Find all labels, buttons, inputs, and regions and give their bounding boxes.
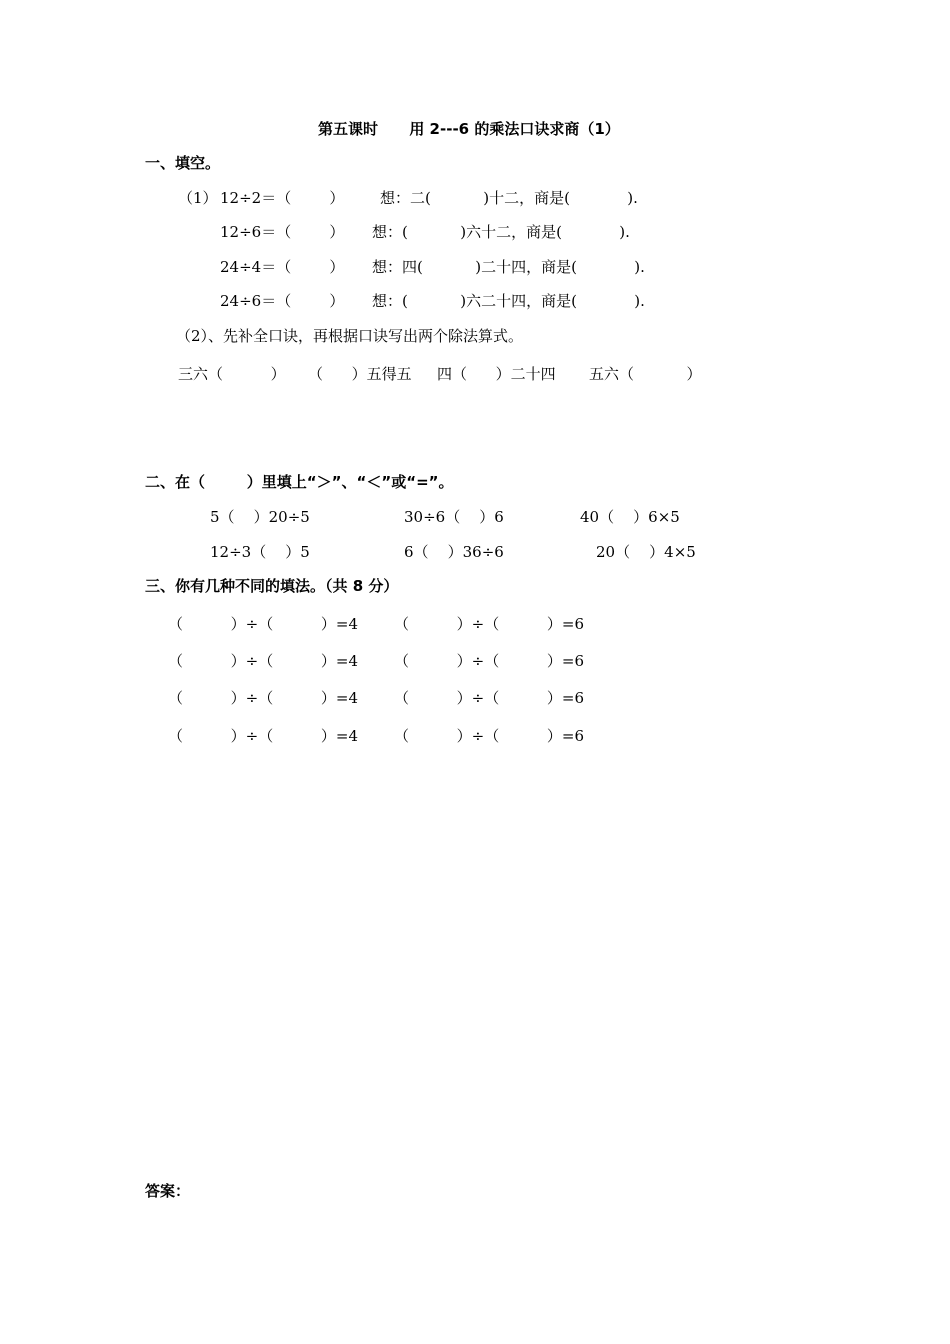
q1-line3-think: 想：四( )二十四，商是( ). bbox=[372, 258, 645, 276]
fill-1-1: （ ）÷（ ）=4 bbox=[168, 615, 359, 633]
q1-line1-expr: 12÷2＝（ ） bbox=[220, 189, 345, 207]
fill-4-2: （ ）÷（ ）=6 bbox=[394, 727, 585, 745]
q1-line1-think: 想：二( )十二，商是( ). bbox=[380, 189, 638, 207]
fill-2-1: （ ）÷（ ）=4 bbox=[168, 652, 359, 670]
fill-1-2: （ ）÷（ ）=6 bbox=[394, 615, 585, 633]
q1-line2-think: 想：( )六十二，商是( ). bbox=[372, 223, 630, 241]
fill-3-1: （ ）÷（ ）=4 bbox=[168, 689, 359, 707]
section3-heading: 三、你有几种不同的填法。（共 8 分） bbox=[145, 577, 399, 595]
compare-2-3: 20（ ）4×5 bbox=[596, 543, 696, 561]
answer-label: 答案： bbox=[145, 1182, 191, 1200]
page-title: 第五课时 用 2---6 的乘法口诀求商（1） bbox=[318, 120, 620, 138]
q1-line4-think: 想：( )六二十四，商是( ). bbox=[372, 292, 645, 310]
fill-3-2: （ ）÷（ ）=6 bbox=[394, 689, 585, 707]
section1-heading: 一、填空。 bbox=[145, 154, 221, 172]
q1-line4-expr: 24÷6＝（ ） bbox=[220, 292, 345, 310]
compare-2-2: 6（ ）36÷6 bbox=[404, 543, 504, 561]
q2-item-3: 四（ ）二十四 bbox=[437, 365, 556, 383]
q1-label: （1） bbox=[178, 189, 218, 207]
compare-1-1: 5（ ）20÷5 bbox=[210, 508, 310, 526]
section2-heading: 二、在（ ）里填上“＞”、“＜”或“=”。 bbox=[145, 473, 454, 491]
q1-line2-expr: 12÷6＝（ ） bbox=[220, 223, 345, 241]
compare-1-3: 40（ ）6×5 bbox=[580, 508, 680, 526]
compare-2-1: 12÷3（ ）5 bbox=[210, 543, 310, 561]
q2-text: （2）、先补全口诀，再根据口诀写出两个除法算式。 bbox=[176, 327, 524, 345]
fill-4-1: （ ）÷（ ）=4 bbox=[168, 727, 359, 745]
q2-item-2: （ ）五得五 bbox=[308, 365, 412, 383]
fill-2-2: （ ）÷（ ）=6 bbox=[394, 652, 585, 670]
q2-item-1: 三六（ ） bbox=[178, 365, 286, 383]
q2-item-4: 五六（ ） bbox=[589, 365, 702, 383]
q1-line3-expr: 24÷4＝（ ） bbox=[220, 258, 345, 276]
compare-1-2: 30÷6（ ）6 bbox=[404, 508, 504, 526]
